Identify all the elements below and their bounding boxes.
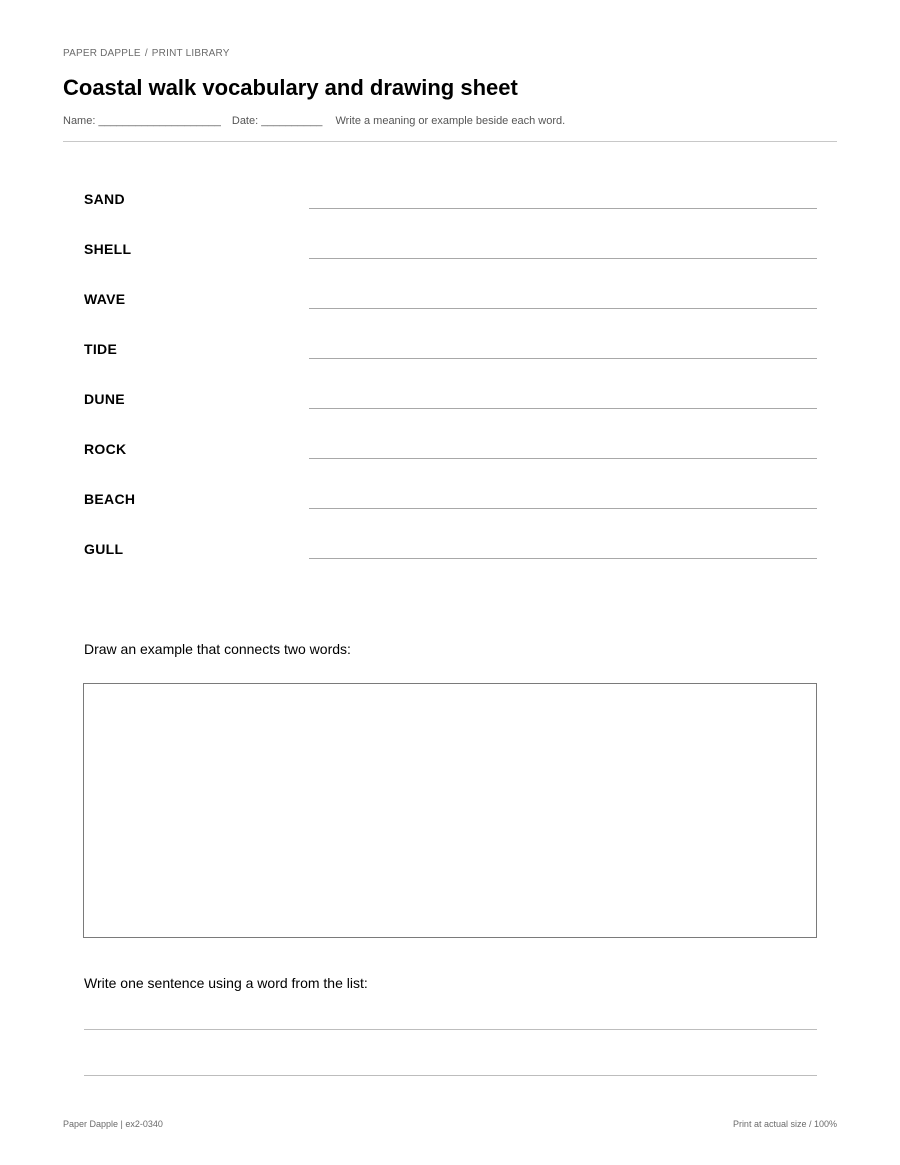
answer-line: [309, 558, 817, 559]
breadcrumb-item-library: PRINT LIBRARY: [151, 48, 230, 59]
vocabulary-word: ROCK: [84, 441, 127, 457]
vocabulary-row: [84, 308, 817, 358]
vocabulary-row: [84, 258, 817, 308]
page-title: Coastal walk vocabulary and drawing sheet: [63, 75, 518, 100]
vocabulary-word: SAND: [84, 191, 125, 207]
footer-source: Paper Dapple | ex2-0340: [63, 1119, 163, 1129]
vocabulary-row: [84, 458, 817, 508]
vocabulary-row: [84, 208, 817, 258]
vocabulary-row: [84, 408, 817, 458]
header-divider: [63, 141, 837, 142]
sentence-line: [84, 1075, 817, 1076]
drawing-prompt: Draw an example that connects two words:: [84, 641, 351, 657]
worksheet-meta: [63, 115, 565, 127]
footer-print-note: Print at actual size / 100%: [732, 1119, 837, 1129]
vocabulary-word: WAVE: [84, 291, 126, 307]
breadcrumb-separator: /: [144, 48, 148, 59]
name-field: Name: ____________________: [63, 115, 221, 127]
date-field: Date: __________: [231, 115, 323, 127]
vocabulary-list: [84, 158, 817, 558]
sentence-prompt: Write one sentence using a word from the list:: [84, 975, 368, 991]
vocabulary-word: TIDE: [84, 341, 118, 357]
vocabulary-row: [84, 508, 817, 558]
vocabulary-word: GULL: [84, 541, 124, 557]
vocabulary-word: BEACH: [84, 491, 136, 507]
sentence-line: [84, 1029, 817, 1030]
vocabulary-word: SHELL: [84, 241, 132, 257]
breadcrumb: [63, 48, 230, 59]
instructions-text: Write a meaning or example beside each word.: [335, 115, 566, 127]
drawing-box: [83, 683, 817, 938]
vocabulary-row: [84, 158, 817, 208]
breadcrumb-item-brand: PAPER DAPPLE: [63, 48, 141, 59]
vocabulary-row: [84, 358, 817, 408]
vocabulary-word: DUNE: [84, 391, 125, 407]
